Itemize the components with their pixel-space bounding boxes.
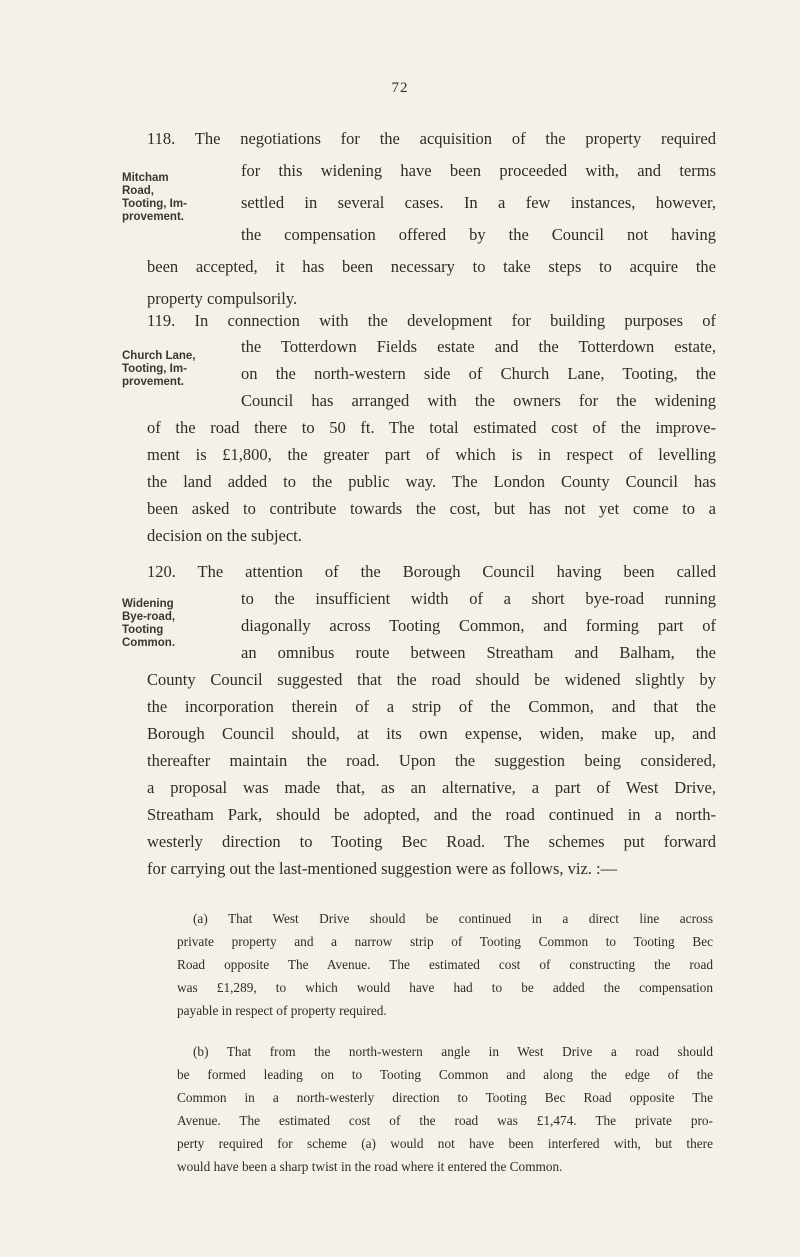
sidenote-church-lane <box>122 350 232 389</box>
paragraph-119-line: the Totterdown Fields estate and the Totterdown estate, <box>241 337 716 356</box>
clause-b-line: Common in a north-westerly direction to Tooting Bec Road opposite The <box>177 1090 713 1105</box>
paragraph-118-line: for this widening have been proceeded with, and terms <box>241 161 716 180</box>
paragraph-120-line: an omnibus route between Streatham and Balham, the <box>241 643 716 662</box>
clause-b-line: Avenue. The estimated cost of the road was £1,474. The private pro- <box>177 1113 713 1128</box>
clause-b-line: be formed leading on to Tooting Common and along the edge of the <box>177 1067 713 1082</box>
sidenote-line: Church Lane, <box>122 350 196 362</box>
paragraph-120-line: to the insufficient width of a short bye-road running <box>241 589 716 608</box>
paragraph-119-line: been asked to contribute towards the cost, but has not yet come to a <box>147 499 716 518</box>
paragraph-120-line: for carrying out the last-mentioned suggestion were as follows, viz. :— <box>147 859 618 878</box>
paragraph-118-line: been accepted, it has been necessary to take steps to acquire the <box>147 257 716 276</box>
paragraph-119-line: 119. In connection with the development for building purposes of <box>147 311 716 330</box>
paragraph-119-line: on the north-western side of Church Lane, Tooting, the <box>241 364 716 383</box>
paragraph-119-line: Council has arranged with the owners for the widening <box>241 391 716 410</box>
paragraph-119-line: the land added to the public way. The London County Council has <box>147 472 716 491</box>
paragraph-119-line: ment is £1,800, the greater part of which is in respect of levelling <box>147 445 716 464</box>
clause-a-line: private property and a narrow strip of Tooting Common to Tooting Bec <box>177 934 713 949</box>
paragraph-118-line: property compulsorily. <box>147 289 298 308</box>
clause-a-line: was £1,289, to which would have had to be added the compensation <box>177 980 713 995</box>
sidenote-line: Widening <box>122 598 174 610</box>
paragraph-119-line: of the road there to 50 ft. The total estimated cost of the improve- <box>147 418 716 437</box>
paragraph-118-line: settled in several cases. In a few instances, however, <box>241 193 716 212</box>
page-number: 72 <box>391 80 409 96</box>
clause-b-line: (b) That from the north-western angle in West Drive a road should <box>193 1044 713 1059</box>
sidenote-line: provement. <box>122 376 184 388</box>
clause-b-line: would have been a sharp twist in the road where it entered the Common. <box>177 1159 563 1174</box>
sidenote-line: Tooting <box>122 624 164 636</box>
clause-a-line: payable in respect of property required. <box>177 1003 387 1018</box>
sidenote-line: Tooting, Im- <box>122 363 187 375</box>
paragraph-120-line: 120. The attention of the Borough Council having been called <box>147 562 716 581</box>
sidenote-mitcham-road <box>122 172 232 224</box>
paragraph-119-line: decision on the subject. <box>147 526 302 545</box>
sidenote-line: Road, <box>122 185 154 197</box>
paragraph-118-line: 118. The negotiations for the acquisition of the property required <box>147 129 716 148</box>
sidenote-line: provement. <box>122 211 184 223</box>
clause-a-line: Road opposite The Avenue. The estimated cost of constructing the road <box>177 957 713 972</box>
paragraph-120-line: Streatham Park, should be adopted, and the road continued in a north- <box>147 805 716 824</box>
sidenote-line: Common. <box>122 637 176 649</box>
paragraph-120-line: thereafter maintain the road. Upon the suggestion being considered, <box>147 751 716 770</box>
paragraph-120-line: westerly direction to Tooting Bec Road. The schemes put forward <box>147 832 716 851</box>
sidenote-line: Mitcham <box>122 172 169 184</box>
paragraph-118-line: the compensation offered by the Council not having <box>241 225 716 244</box>
sidenote-line: Bye-road, <box>122 611 176 623</box>
paragraph-120-line: a proposal was made that, as an alternative, a part of West Drive, <box>147 778 716 797</box>
paragraph-120-line: the incorporation therein of a strip of the Common, and that the <box>147 697 716 716</box>
sidenote-line: Tooting, Im- <box>122 198 187 210</box>
paragraph-120-line: County Council suggested that the road should be widened slightly by <box>147 670 716 689</box>
clause-b-line: perty required for scheme (a) would not have been interfered with, but there <box>177 1136 713 1151</box>
sidenote-widening-bye-road <box>122 598 232 650</box>
paragraph-120-line: Borough Council should, at its own expense, widen, make up, and <box>147 724 716 743</box>
clause-a-line: (a) That West Drive should be continued in a direct line across <box>193 911 713 926</box>
paragraph-120-line: diagonally across Tooting Common, and forming part of <box>241 616 716 635</box>
